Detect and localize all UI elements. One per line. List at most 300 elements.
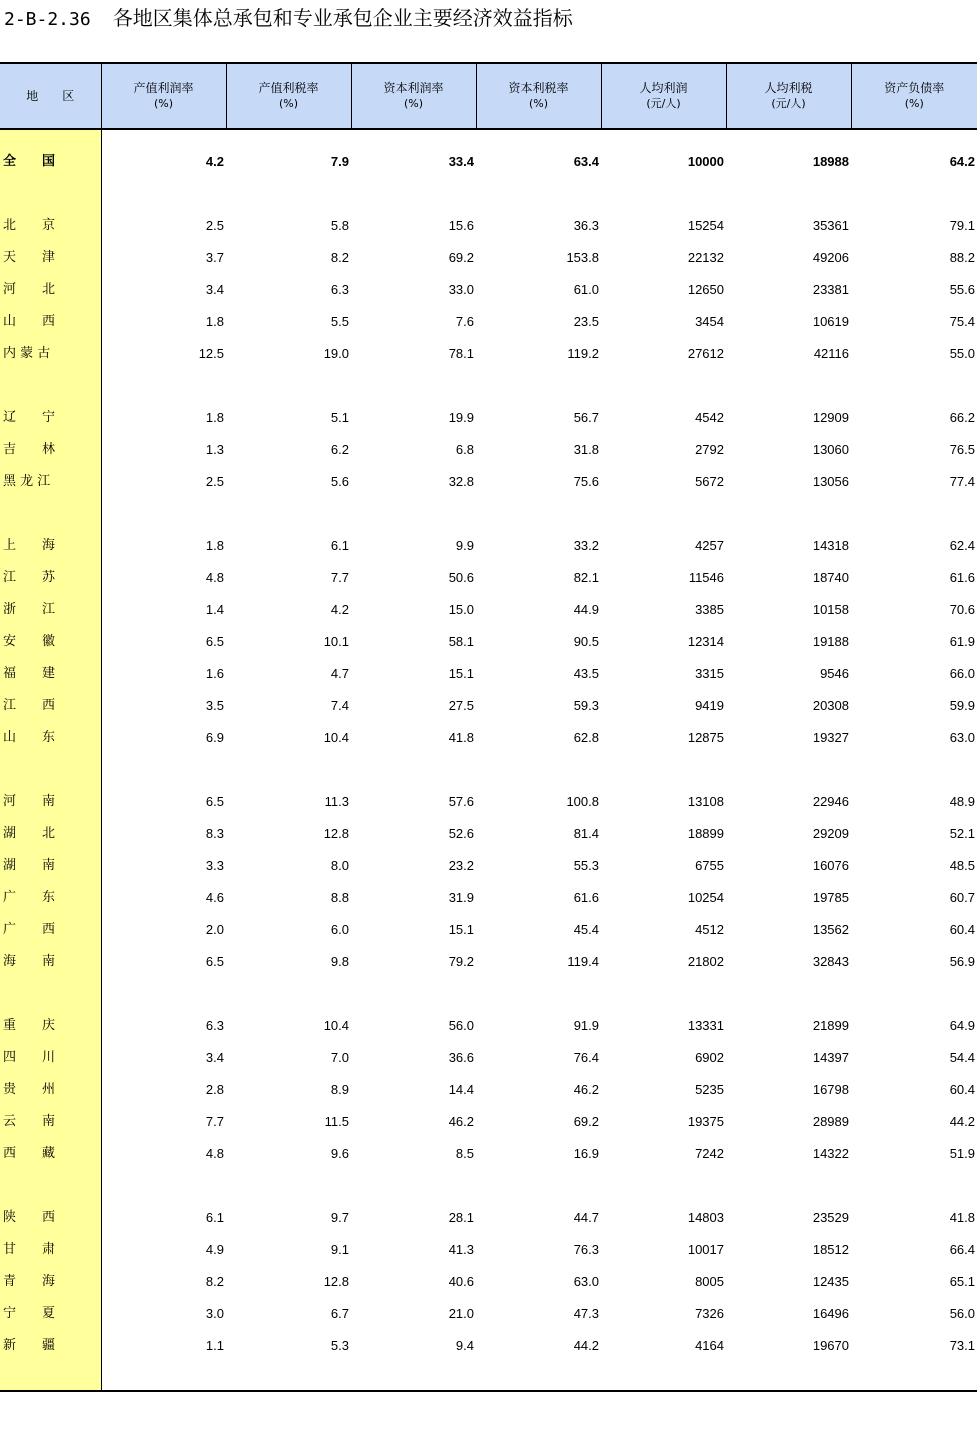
region-cell: 天 津	[0, 242, 101, 274]
value-cell: 44.9	[573, 602, 599, 617]
spacer-cell	[601, 178, 726, 210]
table-row	[0, 594, 977, 626]
value-cell: 33.4	[448, 154, 474, 169]
value-cell: 21899	[812, 1018, 849, 1033]
value-cell: 73.1	[949, 1338, 975, 1353]
value-cell: 6.7	[330, 1306, 349, 1321]
value-cell: 3.7	[205, 250, 224, 265]
value-cell: 16798	[812, 1082, 849, 1097]
spacer-cell	[476, 178, 601, 210]
value-cell: 7.7	[330, 570, 349, 585]
value-cell: 81.4	[573, 826, 599, 841]
value-cell: 6.1	[205, 1210, 224, 1225]
value-cell: 10000	[687, 154, 724, 169]
spacer-cell	[0, 1362, 101, 1391]
value-cell: 4257	[695, 538, 724, 553]
spacer-cell	[101, 978, 226, 1010]
value-cell: 3315	[695, 666, 724, 681]
value-cell: 41.8	[949, 1210, 975, 1225]
value-cell: 4.8	[205, 1146, 224, 1161]
value-cell: 64.2	[949, 154, 975, 169]
header-capital-profit-rate: 资本利润率 (%)	[351, 63, 476, 129]
value-cell: 69.2	[448, 250, 474, 265]
table-title: 各地区集体总承包和专业承包企业主要经济效益指标	[112, 6, 573, 30]
value-cell: 18899	[687, 826, 724, 841]
spacer-cell	[601, 1170, 726, 1202]
value-cell: 9546	[820, 666, 849, 681]
value-cell: 20308	[812, 698, 849, 713]
value-cell: 35361	[812, 218, 849, 233]
value-cell: 10.1	[323, 634, 349, 649]
spacer-cell	[226, 178, 351, 210]
value-cell: 82.1	[573, 570, 599, 585]
table-row	[0, 1234, 977, 1266]
value-cell: 3454	[695, 314, 724, 329]
value-cell: 1.8	[205, 410, 224, 425]
value-cell: 14803	[687, 1210, 724, 1225]
value-cell: 55.0	[949, 346, 975, 361]
value-cell: 1.8	[205, 314, 224, 329]
value-cell: 27612	[687, 346, 724, 361]
region-cell: 上 海	[0, 530, 101, 562]
spacer-cell	[226, 129, 351, 146]
value-cell: 15.1	[448, 922, 474, 937]
region-cell: 山 西	[0, 306, 101, 338]
spacer-cell	[226, 754, 351, 786]
spacer-cell	[101, 129, 226, 146]
value-cell: 18988	[812, 154, 849, 169]
value-cell: 9.4	[455, 1338, 474, 1353]
value-cell: 66.4	[949, 1242, 975, 1257]
value-cell: 4.6	[205, 890, 224, 905]
value-cell: 56.9	[949, 954, 975, 969]
value-cell: 55.3	[573, 858, 599, 873]
value-cell: 6902	[695, 1050, 724, 1065]
value-cell: 14322	[812, 1146, 849, 1161]
value-cell: 6.8	[455, 442, 474, 457]
value-cell: 7.9	[330, 154, 349, 169]
spacer-cell	[726, 129, 851, 146]
value-cell: 10254	[687, 890, 724, 905]
value-cell: 61.9	[949, 634, 975, 649]
spacer-cell	[601, 978, 726, 1010]
value-cell: 2792	[695, 442, 724, 457]
value-cell: 66.2	[949, 410, 975, 425]
value-cell: 16.9	[573, 1146, 599, 1161]
value-cell: 60.4	[949, 922, 975, 937]
value-cell: 1.3	[205, 442, 224, 457]
value-cell: 42116	[813, 346, 849, 361]
value-cell: 9419	[695, 698, 724, 713]
value-cell: 76.5	[949, 442, 975, 457]
value-cell: 19375	[687, 1114, 724, 1129]
spacer-cell	[726, 1362, 851, 1391]
table-row	[0, 1138, 977, 1170]
spacer-cell	[226, 1170, 351, 1202]
value-cell: 18740	[812, 570, 849, 585]
spacer-cell	[851, 1362, 977, 1391]
spacer-cell	[101, 178, 226, 210]
value-cell: 4.2	[205, 154, 224, 169]
value-cell: 55.6	[949, 282, 975, 297]
spacer-cell	[0, 498, 101, 530]
region-cell: 甘 肃	[0, 1234, 101, 1266]
value-cell: 7.0	[330, 1050, 349, 1065]
value-cell: 13331	[687, 1018, 724, 1033]
spacer-cell	[351, 370, 476, 402]
spacer-row	[0, 370, 977, 402]
value-cell: 13108	[687, 794, 724, 809]
region-cell: 四 川	[0, 1042, 101, 1074]
value-cell: 8.5	[455, 1146, 474, 1161]
value-cell: 2.5	[205, 474, 224, 489]
value-cell: 36.6	[448, 1050, 474, 1065]
spacer-cell	[726, 978, 851, 1010]
table-row	[0, 242, 977, 274]
value-cell: 75.6	[573, 474, 599, 489]
value-cell: 23529	[812, 1210, 849, 1225]
region-cell: 江 苏	[0, 562, 101, 594]
region-cell: 安 徽	[0, 626, 101, 658]
region-cell: 山 东	[0, 722, 101, 754]
value-cell: 3.4	[205, 282, 224, 297]
value-cell: 14318	[812, 538, 849, 553]
value-cell: 19670	[812, 1338, 849, 1353]
value-cell: 5.3	[330, 1338, 349, 1353]
value-cell: 12909	[812, 410, 849, 425]
value-cell: 153.8	[566, 250, 599, 265]
spacer-cell	[476, 1170, 601, 1202]
value-cell: 13562	[812, 922, 849, 937]
table-row	[0, 818, 977, 850]
value-cell: 15.6	[448, 218, 474, 233]
spacer-cell	[351, 178, 476, 210]
value-cell: 12.5	[198, 346, 224, 361]
value-cell: 33.2	[573, 538, 599, 553]
value-cell: 61.0	[573, 282, 599, 297]
spacer-cell	[226, 370, 351, 402]
table-row	[0, 626, 977, 658]
spacer-cell	[101, 1170, 226, 1202]
value-cell: 29209	[812, 826, 849, 841]
value-cell: 19785	[812, 890, 849, 905]
value-cell: 12314	[687, 634, 724, 649]
value-cell: 11.3	[324, 794, 349, 809]
spacer-cell	[101, 370, 226, 402]
header-row	[0, 63, 977, 129]
value-cell: 79.1	[949, 218, 975, 233]
value-cell: 119.2	[567, 346, 599, 361]
value-cell: 14.4	[448, 1082, 474, 1097]
value-cell: 56.7	[573, 410, 599, 425]
region-cell: 宁 夏	[0, 1298, 101, 1330]
value-cell: 4542	[695, 410, 724, 425]
value-cell: 1.8	[205, 538, 224, 553]
spacer-cell	[226, 978, 351, 1010]
spacer-row	[0, 498, 977, 530]
region-cell: 陕 西	[0, 1202, 101, 1234]
table-row	[0, 338, 977, 370]
table-row	[0, 1202, 977, 1234]
table-row	[0, 1330, 977, 1362]
value-cell: 4.8	[205, 570, 224, 585]
region-cell: 辽 宁	[0, 402, 101, 434]
value-cell: 4.9	[205, 1242, 224, 1257]
spacer-row	[0, 754, 977, 786]
value-cell: 76.4	[573, 1050, 599, 1065]
header-per-capita-tax: 人均利税 (元/人)	[726, 63, 851, 129]
value-cell: 8005	[695, 1274, 724, 1289]
value-cell: 6.3	[330, 282, 349, 297]
value-cell: 49206	[812, 250, 849, 265]
value-cell: 2.5	[205, 218, 224, 233]
value-cell: 22132	[687, 250, 724, 265]
value-cell: 5235	[695, 1082, 724, 1097]
value-cell: 19188	[812, 634, 849, 649]
header-capital-tax-rate: 资本利税率 (%)	[476, 63, 601, 129]
region-cell: 新 疆	[0, 1330, 101, 1362]
spacer-cell	[0, 129, 101, 146]
table-row	[0, 1266, 977, 1298]
spacer-row	[0, 978, 977, 1010]
economic-indicators-table	[0, 62, 977, 1392]
spacer-cell	[726, 178, 851, 210]
value-cell: 60.7	[949, 890, 975, 905]
region-cell: 湖 南	[0, 850, 101, 882]
value-cell: 19.9	[448, 410, 474, 425]
spacer-cell	[851, 370, 977, 402]
table-row	[0, 722, 977, 754]
spacer-cell	[726, 370, 851, 402]
header-debt-ratio: 资产负债率 (%)	[851, 63, 977, 129]
table-row	[0, 530, 977, 562]
spacer-cell	[0, 1170, 101, 1202]
value-cell: 60.4	[949, 1082, 975, 1097]
spacer-row	[0, 129, 977, 146]
header-region: 地 区	[0, 63, 101, 129]
spacer-cell	[0, 978, 101, 1010]
value-cell: 58.1	[448, 634, 474, 649]
table-row	[0, 434, 977, 466]
table-row	[0, 1010, 977, 1042]
value-cell: 10158	[812, 602, 849, 617]
value-cell: 62.4	[949, 538, 975, 553]
value-cell: 15254	[687, 218, 724, 233]
table-row	[0, 466, 977, 498]
table-row	[0, 146, 977, 178]
table-row	[0, 882, 977, 914]
value-cell: 52.1	[949, 826, 975, 841]
value-cell: 6.9	[205, 730, 224, 745]
region-cell: 重 庆	[0, 1010, 101, 1042]
value-cell: 44.7	[573, 1210, 599, 1225]
value-cell: 59.9	[949, 698, 975, 713]
region-cell: 西 藏	[0, 1138, 101, 1170]
value-cell: 78.1	[448, 346, 474, 361]
value-cell: 7326	[695, 1306, 724, 1321]
table-code: 2-B-2.36	[4, 9, 91, 30]
value-cell: 7.4	[330, 698, 349, 713]
value-cell: 21.0	[448, 1306, 474, 1321]
spacer-cell	[101, 498, 226, 530]
spacer-cell	[476, 978, 601, 1010]
value-cell: 2.0	[205, 922, 224, 937]
page-title	[4, 4, 573, 32]
value-cell: 1.1	[205, 1338, 224, 1353]
value-cell: 2.8	[205, 1082, 224, 1097]
value-cell: 33.0	[448, 282, 474, 297]
region-cell: 海 南	[0, 946, 101, 978]
region-cell: 内 蒙 古	[0, 338, 101, 370]
table-row	[0, 850, 977, 882]
spacer-cell	[351, 978, 476, 1010]
spacer-cell	[601, 370, 726, 402]
region-cell: 贵 州	[0, 1074, 101, 1106]
value-cell: 88.2	[949, 250, 975, 265]
value-cell: 27.5	[448, 698, 474, 713]
value-cell: 65.1	[949, 1274, 975, 1289]
value-cell: 14397	[812, 1050, 849, 1065]
value-cell: 18512	[812, 1242, 849, 1257]
header-output-profit-rate: 产值利润率 (%)	[101, 63, 226, 129]
value-cell: 16496	[812, 1306, 849, 1321]
value-cell: 50.6	[448, 570, 474, 585]
value-cell: 7242	[695, 1146, 724, 1161]
value-cell: 10619	[812, 314, 849, 329]
table-row	[0, 690, 977, 722]
value-cell: 36.3	[573, 218, 599, 233]
value-cell: 9.8	[330, 954, 349, 969]
value-cell: 6.5	[205, 794, 224, 809]
value-cell: 59.3	[573, 698, 599, 713]
spacer-cell	[851, 178, 977, 210]
value-cell: 45.4	[573, 922, 599, 937]
value-cell: 28.1	[448, 1210, 474, 1225]
spacer-cell	[351, 498, 476, 530]
value-cell: 63.4	[573, 154, 599, 169]
value-cell: 44.2	[949, 1114, 975, 1129]
spacer-cell	[726, 498, 851, 530]
value-cell: 5.5	[330, 314, 349, 329]
region-cell: 吉 林	[0, 434, 101, 466]
value-cell: 28989	[812, 1114, 849, 1129]
value-cell: 8.2	[205, 1274, 224, 1289]
header-per-capita-profit: 人均利润 (元/人)	[601, 63, 726, 129]
value-cell: 70.6	[949, 602, 975, 617]
value-cell: 100.8	[566, 794, 599, 809]
value-cell: 5.1	[330, 410, 349, 425]
spacer-cell	[851, 498, 977, 530]
value-cell: 23.5	[573, 314, 599, 329]
value-cell: 9.7	[330, 1210, 349, 1225]
spacer-cell	[101, 754, 226, 786]
value-cell: 51.9	[949, 1146, 975, 1161]
value-cell: 21802	[687, 954, 724, 969]
header-output-tax-rate: 产值利税率 (%)	[226, 63, 351, 129]
value-cell: 22946	[812, 794, 849, 809]
spacer-cell	[351, 754, 476, 786]
region-cell: 云 南	[0, 1106, 101, 1138]
value-cell: 11546	[688, 570, 724, 585]
value-cell: 8.8	[330, 890, 349, 905]
table-row	[0, 946, 977, 978]
value-cell: 66.0	[949, 666, 975, 681]
value-cell: 6755	[695, 858, 724, 873]
value-cell: 64.9	[949, 1018, 975, 1033]
value-cell: 79.2	[448, 954, 474, 969]
value-cell: 12.8	[323, 1274, 349, 1289]
value-cell: 1.6	[205, 666, 224, 681]
value-cell: 9.6	[330, 1146, 349, 1161]
spacer-cell	[601, 498, 726, 530]
value-cell: 46.2	[573, 1082, 599, 1097]
table-row	[0, 1106, 977, 1138]
value-cell: 5672	[695, 474, 724, 489]
spacer-cell	[101, 1362, 226, 1391]
value-cell: 12435	[812, 1274, 849, 1289]
region-cell: 福 建	[0, 658, 101, 690]
value-cell: 11.5	[324, 1114, 349, 1129]
value-cell: 5.8	[330, 218, 349, 233]
value-cell: 75.4	[949, 314, 975, 329]
value-cell: 6.0	[330, 922, 349, 937]
value-cell: 57.6	[448, 794, 474, 809]
region-cell: 河 北	[0, 274, 101, 306]
value-cell: 63.0	[949, 730, 975, 745]
value-cell: 9.9	[455, 538, 474, 553]
value-cell: 90.5	[573, 634, 599, 649]
value-cell: 6.2	[330, 442, 349, 457]
spacer-cell	[476, 370, 601, 402]
value-cell: 23.2	[448, 858, 474, 873]
value-cell: 46.2	[448, 1114, 474, 1129]
value-cell: 9.1	[330, 1242, 349, 1257]
value-cell: 54.4	[949, 1050, 975, 1065]
spacer-cell	[351, 129, 476, 146]
value-cell: 32843	[812, 954, 849, 969]
region-cell: 浙 江	[0, 594, 101, 626]
value-cell: 3.5	[205, 698, 224, 713]
spacer-cell	[601, 129, 726, 146]
value-cell: 23381	[812, 282, 849, 297]
value-cell: 3.3	[205, 858, 224, 873]
spacer-cell	[851, 129, 977, 146]
value-cell: 15.1	[448, 666, 474, 681]
region-cell: 黑 龙 江	[0, 466, 101, 498]
value-cell: 6.5	[205, 954, 224, 969]
value-cell: 10.4	[323, 730, 349, 745]
value-cell: 10.4	[323, 1018, 349, 1033]
value-cell: 91.9	[573, 1018, 599, 1033]
value-cell: 40.6	[448, 1274, 474, 1289]
spacer-cell	[0, 754, 101, 786]
value-cell: 77.4	[949, 474, 975, 489]
value-cell: 31.8	[573, 442, 599, 457]
value-cell: 8.9	[330, 1082, 349, 1097]
value-cell: 3.0	[205, 1306, 224, 1321]
value-cell: 8.2	[330, 250, 349, 265]
value-cell: 8.3	[205, 826, 224, 841]
value-cell: 56.0	[949, 1306, 975, 1321]
spacer-cell	[601, 1362, 726, 1391]
spacer-cell	[476, 754, 601, 786]
spacer-cell	[0, 178, 101, 210]
table-row	[0, 562, 977, 594]
value-cell: 12.8	[323, 826, 349, 841]
spacer-cell	[601, 754, 726, 786]
spacer-cell	[351, 1170, 476, 1202]
value-cell: 16076	[812, 858, 849, 873]
